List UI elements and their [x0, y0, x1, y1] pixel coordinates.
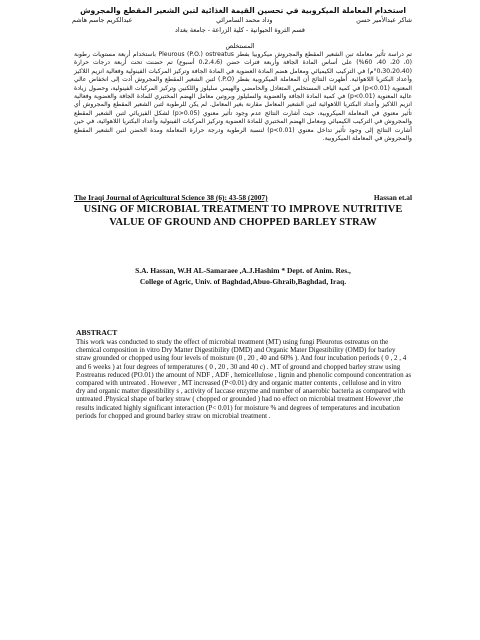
arabic-author-2: وداد محمد السامرائي — [216, 16, 273, 24]
english-abstract-body — [76, 338, 412, 420]
journal-name: The Iraqi Journal of Agricultural Science 38 (6): 43-58 (2007) — [74, 193, 268, 202]
english-title — [70, 204, 416, 229]
arabic-author-3: عبدالكريم جاسم هاشم — [72, 16, 133, 24]
arabic-author-1: شاكر عبدالأمير حسن — [356, 16, 412, 24]
arabic-authors — [72, 16, 412, 24]
english-authors-line-1: S.A. Hassan, W.H AL-Samaraee ,A.J.Hashim * Dept. of Anim. Res., — [135, 266, 351, 275]
english-authors-line-2: College of Agric, Univ. of Baghdad,Abuo-Ghraib,Baghdad, Iraq. — [139, 277, 347, 286]
english-abstract-paragraph: This work was conducted to study the effect of microbial treatment (MT) using fungi Pleurotus ostreatus on the chemical composition in vitro Dry Matter Digestibility (DMD) and Organic Mater Digestibility (OMD) for barley straw grounded or chopped using four levels of moisture (0 , 20 , 40 and 60% ). And four incubation periods ( 0 , 2 , 4 and 6 weeks ) at four degrees of temperatures ( 0 , 20 , 30 and 40 c) . MT of ground and chopped barley straw using P.ostreatus reduced (PO.01) the amount of NDF , ADF , hemicellulose , lignin and phenolic compound concentration as compared with untreated . However , MT increased (P<0.01) dry and organic matter contents , cellulose and in vitro dry and organic matter digestibility s , activity of laccase enzyme and number of anaerobic bacteria as compared with untreated .Physical shape of barley straw ( chopped or grounded ) had no effect on microbial treatment However ,the results indicated highly significant interaction (P< 0.01) for moisture % and degrees of temperatures and incubation periods for chopped and ground barley straw on microbial treatment . — [76, 338, 412, 420]
arabic-abstract-body: تم دراسة تأثير معاملة تبن الشعير المقطع والمجروش ميكروبيا بفطر Pleurous (P.O.) ostreatus باستخدام أربعة مستويات رطوبة (0، 20، 40، 60%) على أساس المادة الجافة وأربعة فترات حضن (0،2،4،6 أسبوع) تم حضنت تحت أربعة درجات حرارة (0،30،20،40°م) في التركيب الكيميائي ومعامل هضم المادة العضوية في المادة الجافة وتركيز المركبات الفينولية وفعالية انزيم اللاكيز وأعداد البكتريا اللاهوائية. أظهرت النتائج أن المعاملة الميكروبية بفطر (P.O.) لتبن الشعير المقطع والمجروش أدت إلى انخفاض عالي المعنوية (p<0.01) في كمية الياف المستخلص المتعادل والحامضي والهيمي سليلوز واللكنين وتركيز المركبات الفينولية، وحصول زيادة عالية المعنوية (p<0.01) في كمية المادة الجافة والعضوية والسليلوز وبروتين معامل الهضم المختبري للمادة الجافة والعضوية وفعالية انزيم اللاكيز وأعداد البكتريا اللاهوائية لتبن الشعير المعامل مقارنة بغير المعامل. لم يكن للرطوبة لتبن الشعير المقطع والمجروش أي تأثير معنوي في المعاملة الميكروبية، حيث أشارت النتائج عدم وجود تأثير معنوي (p>0.05) لشكل الفيزيائي لتبن الشعير المقطع والمجروش في التركيب الكيميائي ومعامل الهضم المختبري للمادة العضوية وتركيز المركبات الفينولية وأعداد البكتريا اللاهوائية، في حين أشارت النتائج إلى وجود تأثير تداخل معنوي (p<0.01) لنسبة الرطوبة ودرجة حرارة المعاملة ومدة الحضن لتبن الشعير المقطع والمجروش في المعاملة الميكروبية. — [74, 51, 413, 143]
journal-citation-line — [74, 193, 412, 202]
arabic-abstract-label: المستخلص — [225, 42, 255, 50]
english-authors — [76, 265, 410, 287]
english-title-line-2: VALUE OF GROUND AND CHOPPED BARLEY STRAW — [109, 216, 377, 228]
journal-short-author: Hassan et.al — [373, 193, 412, 202]
arabic-department: قسم الثروة الحيوانية - كلية الزراعة - جامعة بغداد — [174, 26, 305, 34]
arabic-title: استخدام المعاملة الميكروبية في تحسين القيمة الغذائية لتبن الشعير المقطع والمجروش — [80, 6, 406, 15]
english-title-line-1: USING OF MICROBIAL TREATMENT TO IMPROVE NUTRITIVE — [83, 204, 403, 215]
english-abstract-heading: ABSTRACT — [76, 328, 118, 337]
